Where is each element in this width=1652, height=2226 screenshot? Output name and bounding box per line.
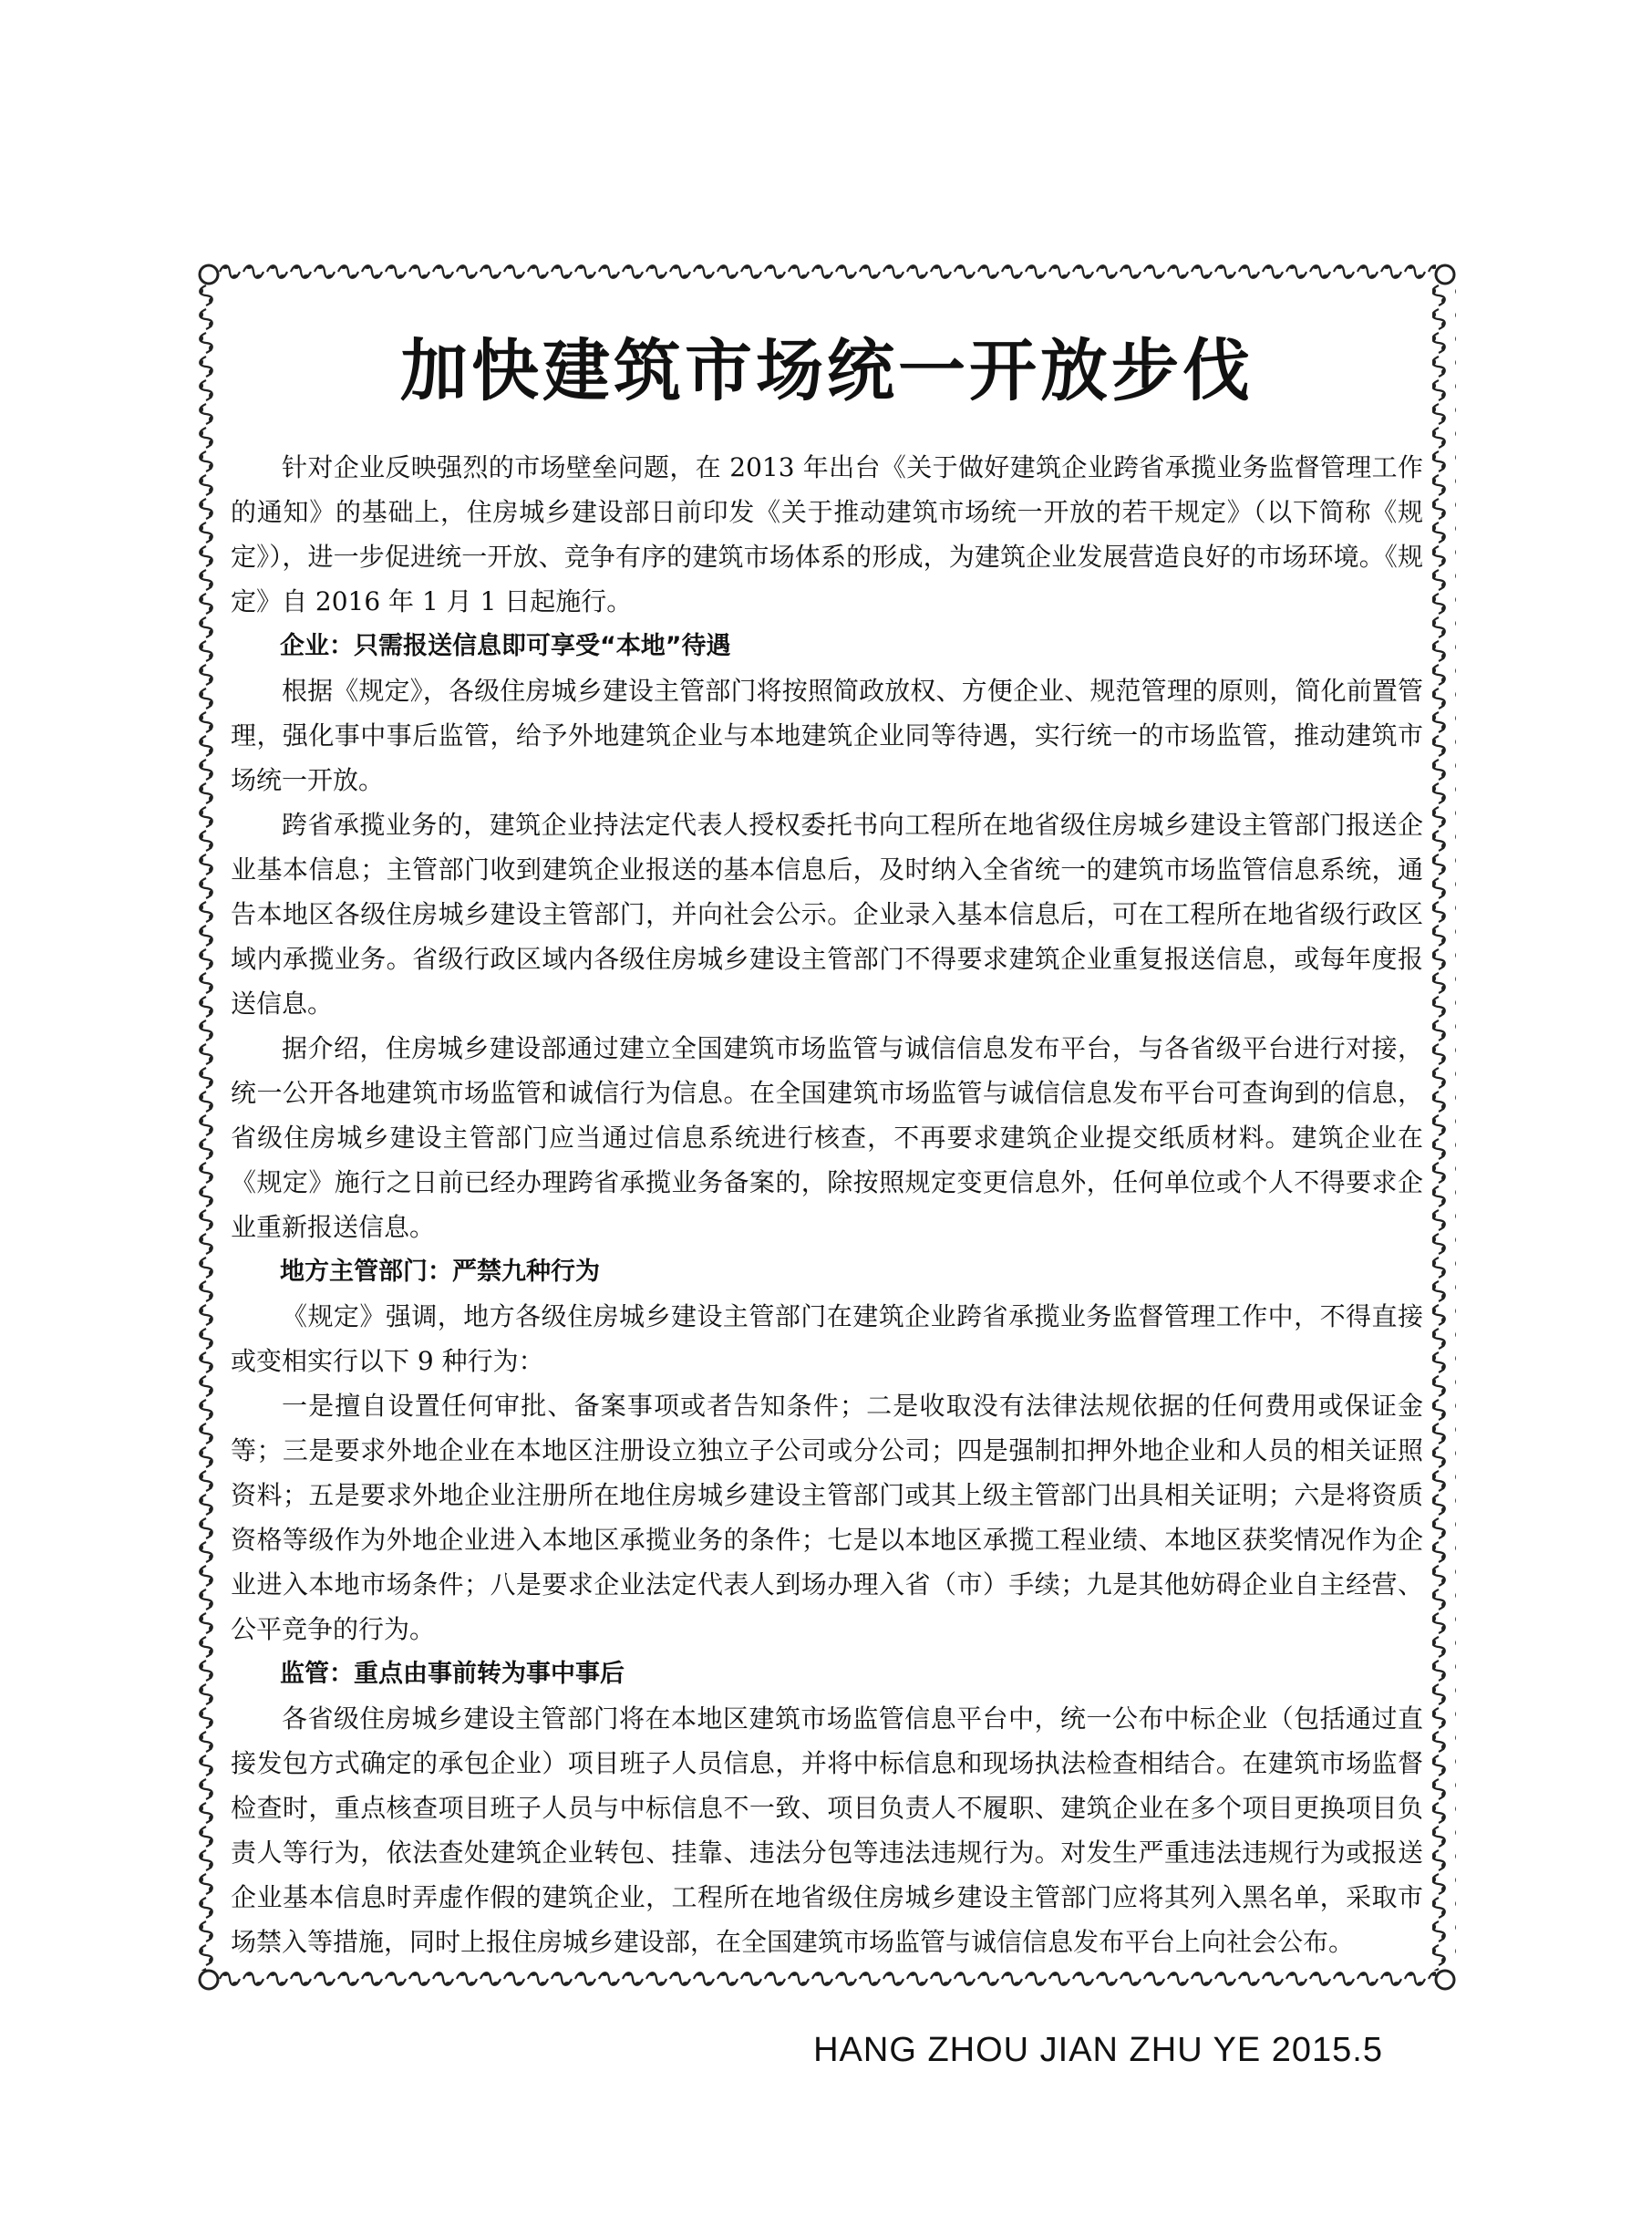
paragraph: 针对企业反映强烈的市场壁垒问题，在 2013 年出台《关于做好建筑企业跨省承揽业务监督管理工作的通知》的基础上，住房城乡建设部日前印发《关于推动建筑市场统一开放的若干规定》（以下简称《规定》），进一步促进统一开放、竞争有序的建筑市场体系的形成，为建筑企业发展营造良好的市场环境。《规定》自 2016 年 1 月 1 日起施行。 xyxy=(231,452,1423,617)
paragraph: 跨省承揽业务的，建筑企业持法定代表人授权委托书向工程所在地省级住房城乡建设主管部门报送企业基本信息；主管部门收到建筑企业报送的基本信息后，及时纳入全省统一的建筑市场监管信息系统，通告本地区各级住房城乡建设主管部门，并向社会公示。企业录入基本信息后，可在工程所在地省级行政区域内承揽业务。省级行政区域内各级住房城乡建设主管部门不得要求建筑企业重复报送信息，或每年度报送信息。 xyxy=(231,810,1423,1020)
section-heading: 监管：重点由事前转为事中事后 xyxy=(280,1660,625,1689)
paragraph: 各省级住房城乡建设主管部门将在本地区建筑市场监管信息平台中，统一公布中标企业（包括通过直接发包方式确定的承包企业）项目班子人员信息，并将中标信息和现场执法检查相结合。在建筑市场监督检查时，重点核查项目班子人员与中标信息不一致、项目负责人不履职、建筑企业在多个项目更换项目负责人等行为，依法查处建筑企业转包、挂靠、违法分包等违法违规行为。对发生严重违法违规行为或报送企业基本信息时弄虚作假的建筑企业，工程所在地省级住房城乡建设主管部门应将其列入黑名单，采取市场禁入等措施，同时上报住房城乡建设部，在全国建筑市场监管与诚信信息发布平台上向社会公布。 xyxy=(231,1703,1423,1958)
paragraph: 根据《规定》，各级住房城乡建设主管部门将按照简政放权、方便企业、规范管理的原则，简化前置管理，强化事中事后监管，给予外地建筑企业与本地建筑企业同等待遇，实行统一的市场监管，推动建筑市场统一开放。 xyxy=(231,676,1423,796)
section-heading: 地方主管部门：严禁九种行为 xyxy=(280,1258,600,1287)
section-heading: 企业：只需报送信息即可享受“本地”待遇 xyxy=(280,632,731,661)
article-frame xyxy=(194,260,1460,1994)
paragraph: 《规定》强调，地方各级住房城乡建设主管部门在建筑企业跨省承揽业务监督管理工作中，不得直接或变相实行以下 9 种行为： xyxy=(231,1301,1423,1377)
article-body xyxy=(231,445,1423,1958)
article-title: 加快建筑市场统一开放步伐 xyxy=(400,332,1254,410)
paragraph: 一是擅自设置任何审批、备案事项或者告知条件；二是收取没有法律法规依据的任何费用或保证金等；三是要求外地企业在本地区注册设立独立子公司或分公司；四是强制扣押外地企业和人员的相关证照资料；五是要求外地企业注册所在地住房城乡建设主管部门或其上级主管部门出具相关证明；六是将资质资格等级作为外地企业进入本地区承揽业务的条件；七是以本地区承揽工程业绩、本地区获奖情况作为企业进入本地市场条件；八是要求企业法定代表人到场办理入省（市）手续；九是其他妨碍企业自主经营、公平竞争的行为。 xyxy=(231,1391,1423,1645)
page-footer: HANG ZHOU JIAN ZHU YE 2015.5 xyxy=(813,2031,1383,2069)
article-content xyxy=(231,298,1423,1958)
paragraph: 据介绍，住房城乡建设部通过建立全国建筑市场监管与诚信信息发布平台，与各省级平台进行对接，统一公开各地建筑市场监管和诚信行为信息。在全国建筑市场监管与诚信信息发布平台可查询到的信息，省级住房城乡建设主管部门应当通过信息系统进行核查，不再要求建筑企业提交纸质材料。建筑企业在《规定》施行之日前已经办理跨省承揽业务备案的，除按照规定变更信息外，任何单位或个人不得要求企业重新报送信息。 xyxy=(231,1033,1423,1243)
